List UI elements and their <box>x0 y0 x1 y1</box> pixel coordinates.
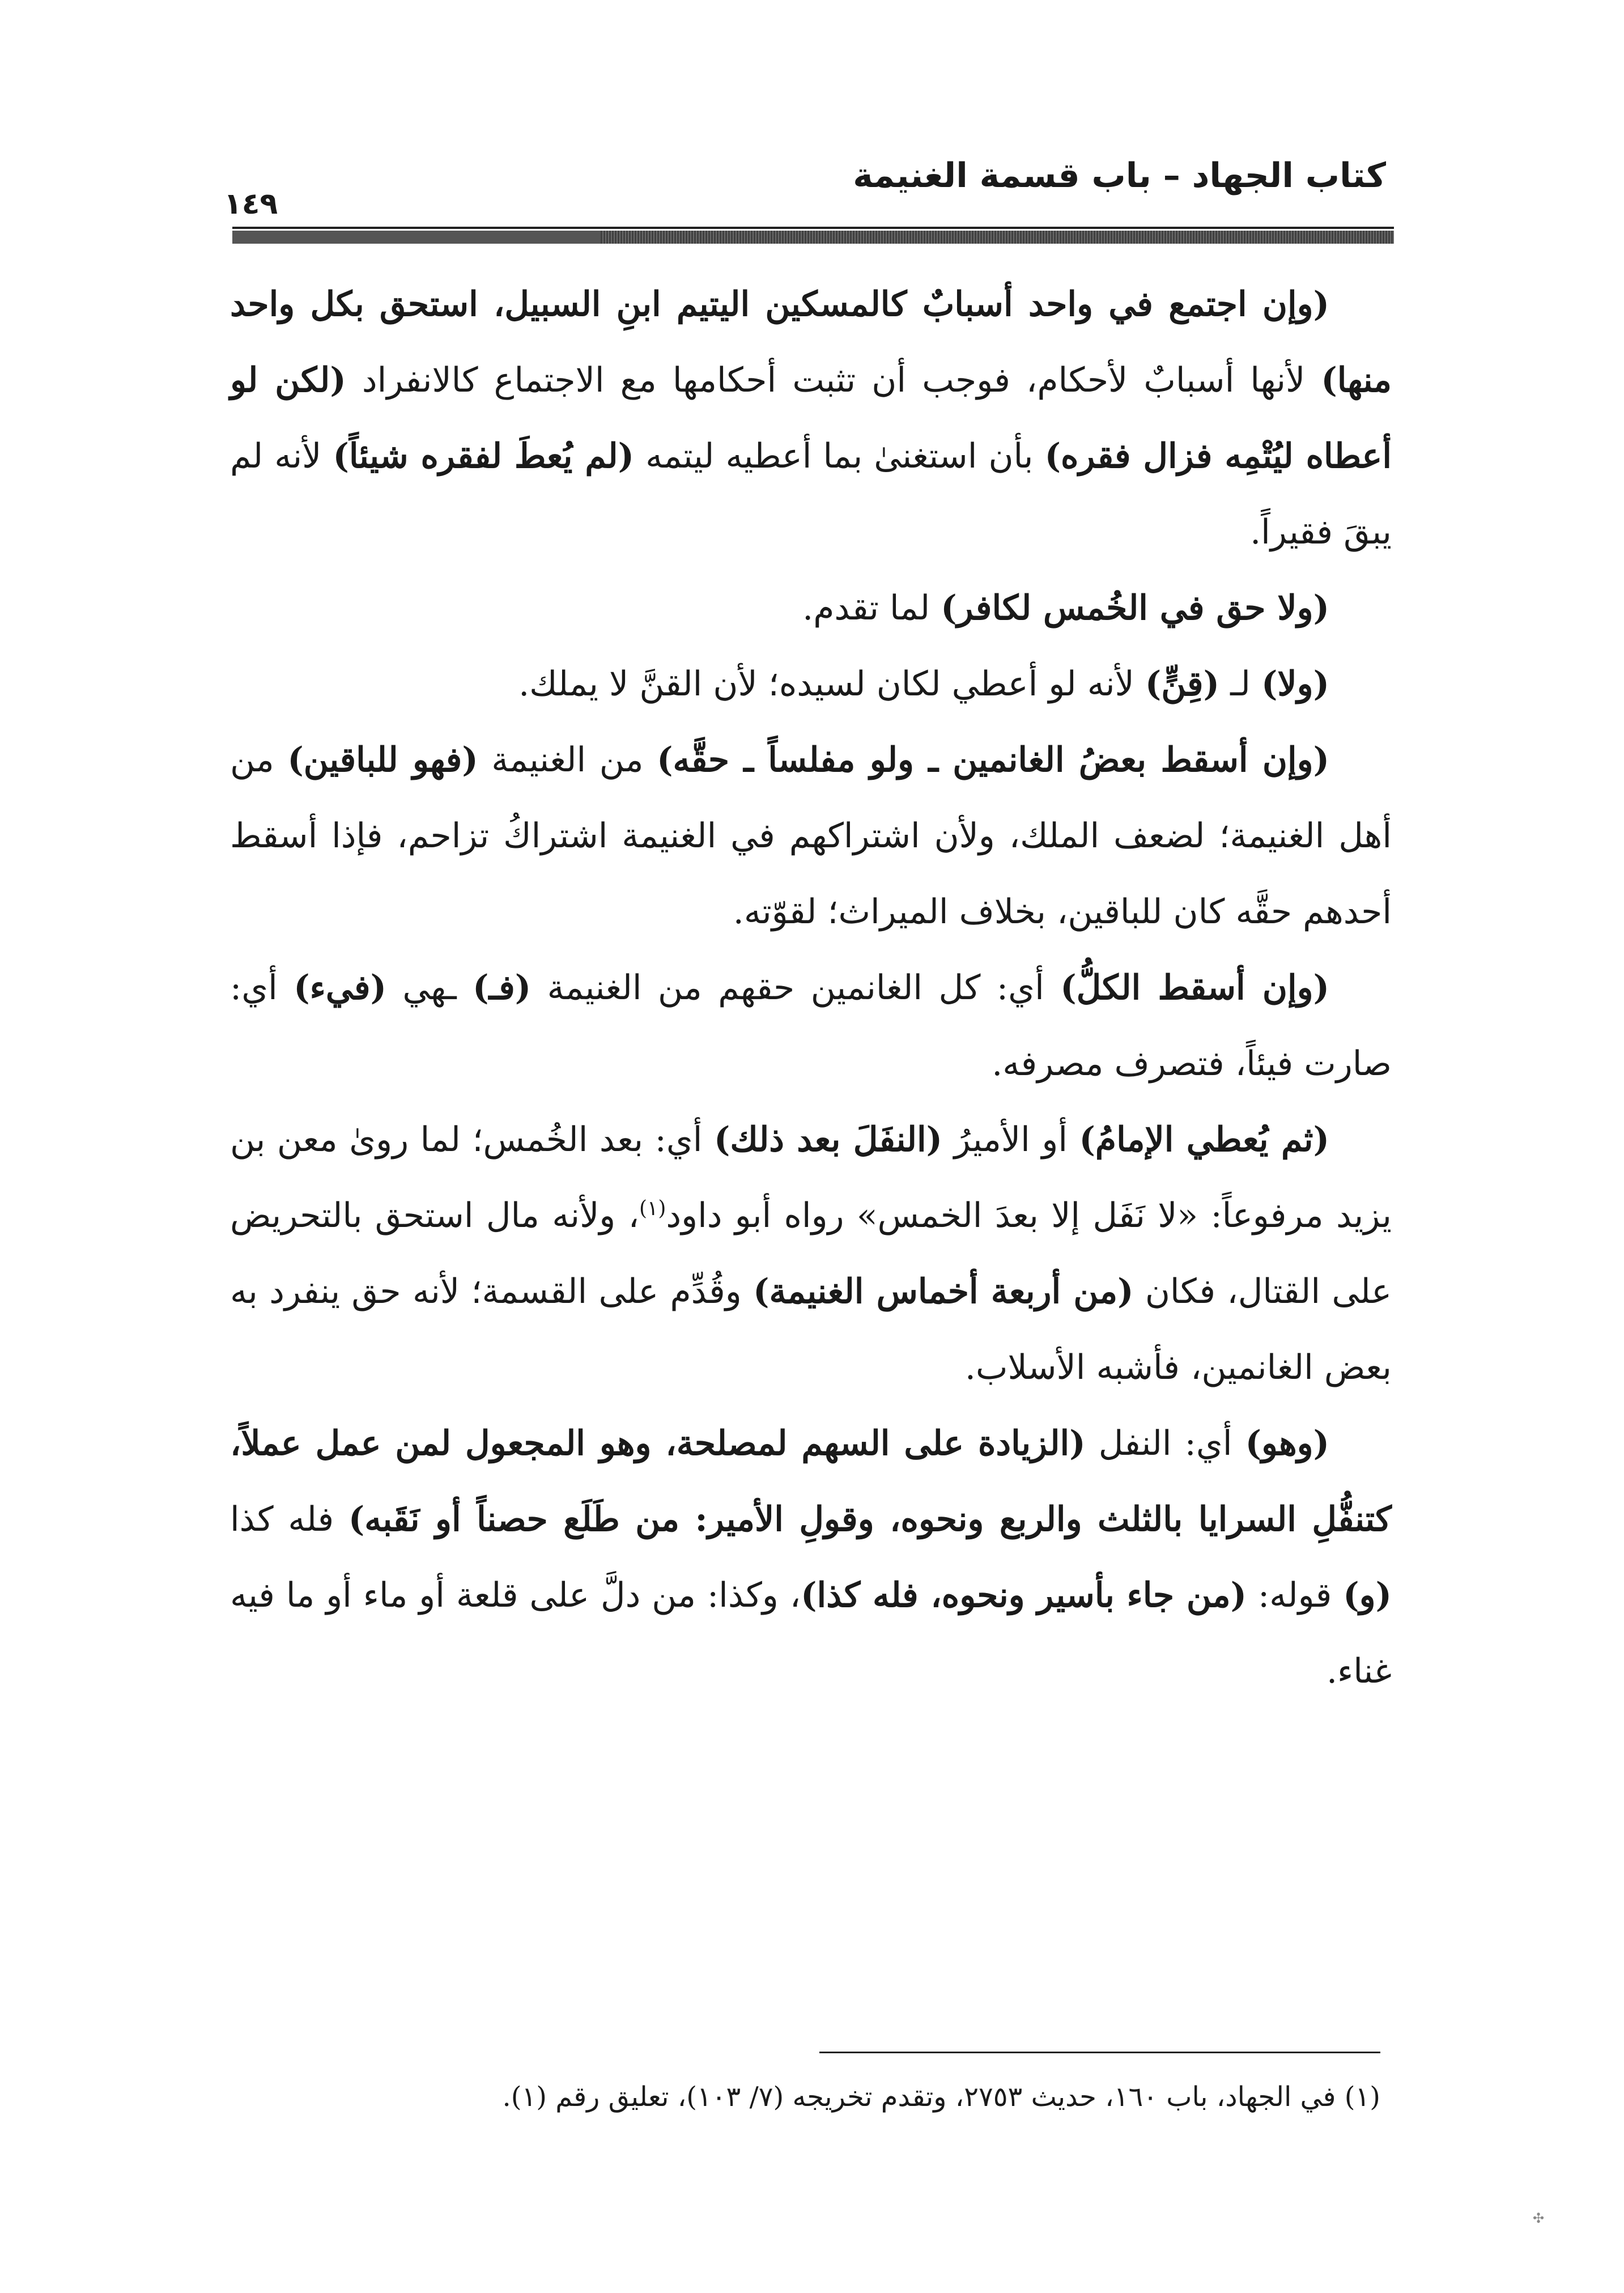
matn-text: (و) <box>1343 1576 1392 1615</box>
matn-text: (لكن لو أعطاه ليُتْمِه فزال فقره) <box>230 360 1392 476</box>
matn-text: (فهو للباقين) <box>287 740 478 780</box>
matn-text: (وإن اجتمع في واحد أسبابٌ كالمسكين اليتيم ابنِ السبيل، استحق بكل واحد منها) <box>230 284 1392 400</box>
matn-text: (فيء) <box>294 968 386 1008</box>
paragraph <box>230 1405 1392 1709</box>
sharh-text: لما تقدم. <box>802 588 941 628</box>
sharh-text: ، وكذا: من دلَّ على قلعة أو ماء أو ما فيه غناء. <box>230 1576 1392 1691</box>
matn-text: (ولا) <box>1261 664 1329 704</box>
page-mark-icon: ✣ <box>1533 2210 1545 2226</box>
paragraph <box>230 266 1392 570</box>
matn-text: (الزيادة على السهم لمصلحة، وهو المجعول لمن عمل عملاً، كتنفُّلِ السرايا بالثلث والربع ونحوه، وقولِ الأمير: من طَلَع حصناً أو نَقَبه) <box>230 1424 1392 1539</box>
running-header: كتاب الجهاد – باب قسمة الغنيمة <box>853 156 1386 196</box>
matn-text: (من أربعة أخماس الغنيمة) <box>753 1272 1134 1311</box>
paragraph <box>230 950 1392 1102</box>
matn-text: (ثم يُعطي الإمامُ) <box>1079 1120 1329 1160</box>
body-text <box>230 266 1392 1709</box>
matn-text: (وهو) <box>1245 1424 1330 1463</box>
matn-text: (من جاء بأسير ونحوه، فله كذا) <box>801 1576 1247 1615</box>
matn-text: (قِنٍّ) <box>1145 664 1219 704</box>
sharh-text: أي: كل الغانمين حقهم من الغنيمة <box>531 968 1061 1008</box>
matn-text: (وإن أسقط الكلُّ) <box>1060 968 1330 1008</box>
page-number: ١٤٩ <box>224 187 278 221</box>
sharh-text: لأنه لو أعطي لكان لسيده؛ لأن القنَّ لا يملك. <box>518 664 1145 704</box>
matn-text: (لم يُعطَ لفقره شيئاً) <box>333 436 634 476</box>
sharh-text: وقُدِّم على القسمة؛ لأنه حق ينفرد به بعض الغانمين، فأشبه الأسلاب. <box>230 1272 1392 1387</box>
matn-text: (النفَلَ بعد ذلك) <box>714 1120 943 1160</box>
header-rule <box>232 227 1394 244</box>
footnote-rule <box>819 2052 1380 2053</box>
sharh-text: أي: بعد الخُمس؛ لما روىٰ معن بن يزيد مرفوعاً: «لا نَفَل إلا بعدَ الخمس» رواه أبو داود <box>230 1120 1392 1235</box>
footnote-reference: (١) <box>639 1197 666 1220</box>
sharh-text: فله كذا <box>230 1500 348 1539</box>
sharh-text: بأن استغنىٰ بما أعطيه ليتمه <box>634 436 1045 476</box>
sharh-text: لـ <box>1219 664 1262 704</box>
sharh-text: أي: النفل <box>1085 1424 1245 1463</box>
sharh-text: لأنه لم يبقَ فقيراً. <box>230 436 1392 552</box>
sharh-text: من الغنيمة <box>478 740 657 780</box>
footnote: (١) في الجهاد، باب ١٦٠، حديث ٢٧٥٣، وتقدم تخريجه (٧/ ١٠٣)، تعليق رقم (١). <box>502 2081 1380 2113</box>
sharh-text: من أهل الغنيمة؛ لضعف الملك، ولأن اشتراكهم في الغنيمة اشتراكُ تزاحم، فإذا أسقط أحدهم حقَّه كان للباقين، بخلاف الميراث؛ لقوّته. <box>230 740 1392 932</box>
sharh-text: ـهي <box>386 968 473 1008</box>
paragraph <box>230 1102 1392 1405</box>
sharh-text: قوله: <box>1247 1576 1344 1615</box>
matn-text: (وإن أسقط بعضُ الغانمين ـ ولو مفلساً ـ حقَّه) <box>657 740 1330 780</box>
sharh-text: لأنها أسبابٌ لأحكام، فوجب أن تثبت أحكامها مع الاجتماع كالانفراد <box>346 360 1321 400</box>
paragraph <box>230 722 1392 950</box>
paragraph <box>230 570 1392 646</box>
paragraph <box>230 646 1392 722</box>
sharh-text: أو الأميرُ <box>942 1120 1079 1160</box>
matn-text: (ولا حق في الخُمس لكافر) <box>941 588 1329 628</box>
sharh-text: أي: صارت فيئاً، فتصرف مصرفه. <box>230 968 1392 1084</box>
matn-text: (فـ) <box>473 968 532 1008</box>
sharh-text: ، ولأنه مال استحق بالتحريض على القتال، فكان <box>230 1196 1392 1311</box>
